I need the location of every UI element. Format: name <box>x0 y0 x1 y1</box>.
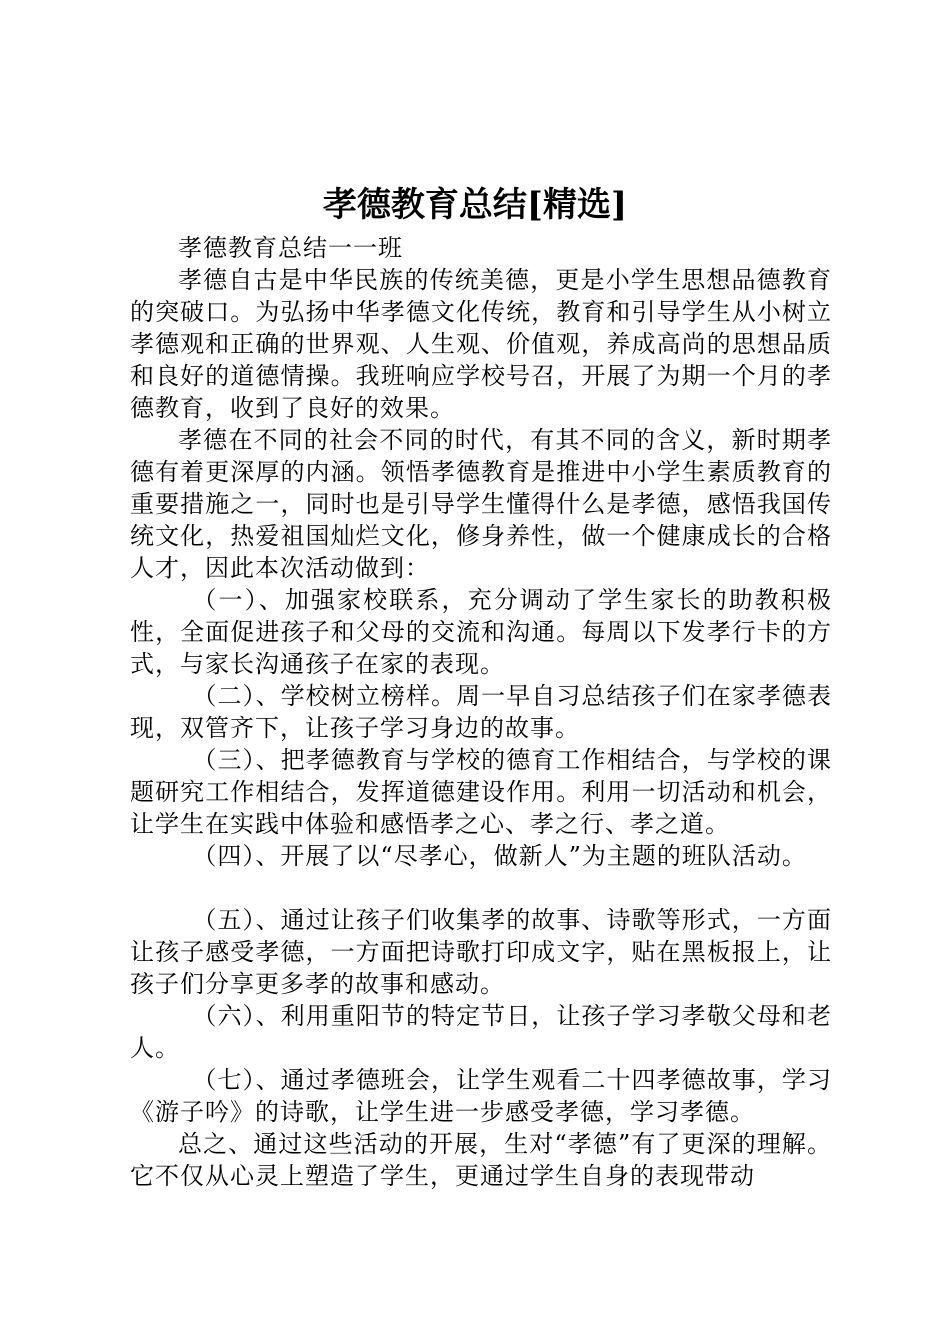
section-heading: 孝德教育总结一一班 <box>178 234 403 262</box>
paragraph: 孝德在不同的社会不同的时代，有其不同的含义，新时期孝德有着更深厚的内涵。领悟孝德教育是推进中小学生素质教育的重要措施之一，同时也是引导学生懂得什么是孝德，感悟我国传统文化，热爱祖国灿烂文化，修身养性，做一个健康成长的合格人才，因此本次活动做到： <box>130 426 832 582</box>
list-item: （二）、学校树立榜样。周一早自习总结孩子们在家孝德表现，双管齐下，让孩子学习身边的故事。 <box>130 682 832 742</box>
list-item: （四）、开展了以“尽孝心，做新人”为主题的班队活动。 <box>192 842 807 870</box>
document-body <box>130 232 832 1192</box>
document-title: 孝德教育总结[精选] <box>322 185 628 225</box>
list-item: （五）、通过让孩子们收集孝的故事、诗歌等形式，一方面让孩子感受孝德，一方面把诗歌打印成文字，贴在黑板报上，让孩子们分享更多孝的故事和感动。 <box>130 906 832 998</box>
list-item: （六）、利用重阳节的特定节日，让孩子学习孝敬父母和老人。 <box>130 1002 832 1062</box>
paragraph: 总之、通过这些活动的开展，生对“孝德”有了更深的理解。它不仅从心灵上塑造了学生，更通过学生自身的表现带动 <box>130 1130 832 1190</box>
list-item: （七）、通过孝德班会，让学生观看二十四孝德故事，学习《游子吟》的诗歌，让学生进一步感受孝德，学习孝德。 <box>130 1066 832 1126</box>
list-item: （三）、把孝德教育与学校的德育工作相结合，与学校的课题研究工作相结合，发挥道德建设作用。利用一切活动和机会，让学生在实践中体验和感悟孝之心、孝之行、孝之道。 <box>130 746 832 838</box>
paragraph: 孝德自古是中华民族的传统美德，更是小学生思想品德教育的突破口。为弘扬中华孝德文化传统，教育和引导学生从小树立孝德观和正确的世界观、人生观、价值观，养成高尚的思想品质和良好的道德情操。我班响应学校号召，开展了为期一个月的孝德教育，收到了良好的效果。 <box>130 266 832 422</box>
list-item: （一）、加强家校联系，充分调动了学生家长的助教积极性，全面促进孩子和父母的交流和沟通。每周以下发孝行卡的方式，与家长沟通孩子在家的表现。 <box>130 586 832 678</box>
